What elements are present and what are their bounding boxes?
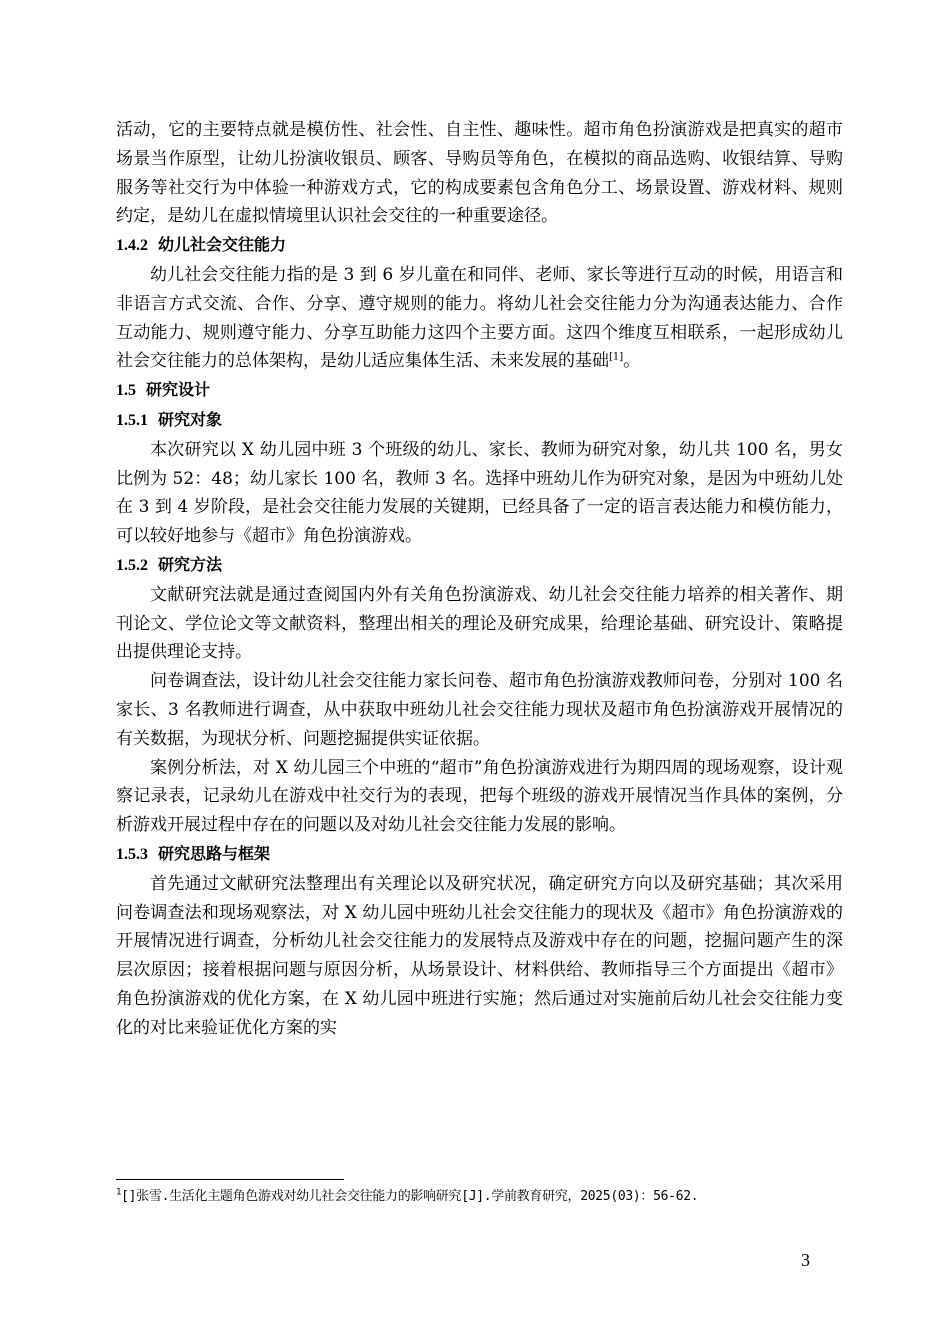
page-number: 3 — [801, 1250, 810, 1270]
paragraph-end: 。 — [623, 351, 641, 372]
heading-title: 研究方法 — [158, 554, 223, 574]
paragraph-text: 幼儿社会交往能力指的是 3 到 6 岁儿童在和同伴、老师、家长等进行互动的时候，用语言和非语言方式交流、合作、分享、遵守规则的能力。将幼儿社会交往能力分为沟通表达能力、合作互动能力、规则遵守能力、分享互助能力这四个主要方面。这四个维度互相联系，一起形成幼儿社会交往能力的总体架构，是幼儿适应集体生活、未来发展的基础 — [116, 264, 843, 372]
paragraph-literature-method: 文献研究法就是通过查阅国内外有关角色扮演游戏、幼儿社会交往能力培养的相关著作、期刊论文、学位论文等文献资料，整理出相关的理论及研究成果，给理论基础、研究设计、策略提出提供理论支持。 — [116, 584, 843, 663]
heading-title: 研究设计 — [146, 380, 211, 400]
footnote-text: []张雪.生活化主题角色游戏对幼儿社会交往能力的影响研究[J].学前教育研究，2025(03)：56-62. — [121, 1189, 699, 1204]
footnote-divider — [116, 1179, 344, 1180]
heading-1-4-2 — [116, 231, 843, 261]
heading-number: 1.5 — [116, 382, 136, 400]
heading-number: 1.4.2 — [116, 237, 148, 255]
heading-1-5-2 — [116, 551, 843, 581]
heading-title: 幼儿社会交往能力 — [158, 235, 287, 255]
paragraph-role-play-definition: 活动，它的主要特点就是模仿性、社会性、自主性、趣味性。超市角色扮演游戏是把真实的超市场景当作原型，让幼儿扮演收银员、顾客、导购员等角色，在模拟的商品选购、收银结算、导购服务等社交行为中体验一种游戏方式，它的构成要素包含角色分工、场景设置、游戏材料、规则约定，是幼儿在虚拟情境里认识社会交往的一种重要途径。 — [116, 120, 843, 227]
heading-1-5-3 — [116, 840, 843, 870]
paragraph-research-subjects: 本次研究以 X 幼儿园中班 3 个班级的幼儿、家长、教师为研究对象，幼儿共 100 名，男女比例为 52：48；幼儿家长 100 名，教师 3 名。选择中班幼儿作为研究对象，是因为中班幼儿处在 3 到 4 岁阶段，是社会交往能力发展的关键期，已经具备了一定的语言表达能力和模仿能力，可以较好地参与《超市》角色扮演游戏。 — [116, 439, 843, 547]
heading-title: 研究对象 — [158, 409, 223, 429]
heading-number: 1.5.3 — [116, 845, 148, 863]
heading-number: 1.5.2 — [116, 556, 148, 574]
citation-ref[interactable]: [1] — [609, 351, 624, 363]
paragraph-research-framework: 首先通过文献研究法整理出有关理论以及研究状况，确定研究方向以及研究基础；其次采用问卷调查法和现场观察法，对 X 幼儿园中班幼儿社会交往能力的现状及《超市》角色扮演游戏的开展情况进行调查，分析幼儿社会交往能力的发展特点及游戏中存在的问题，挖掘问题产生的深层次原因；接着根据问题与原因分析，从场景设计、材料供给、教师指导三个方面提出《超市》角色扮演游戏的优化方案，在 X 幼儿园中班进行实施；然后通过对实施前后幼儿社会交往能力变化的对比来验证优化方案的实 — [116, 873, 843, 1038]
body-text — [116, 116, 843, 1043]
heading-number: 1.5.1 — [116, 411, 148, 429]
heading-1-5-1 — [116, 406, 843, 436]
footnote — [116, 1186, 843, 1208]
paragraph-case-method: 案例分析法，对 X 幼儿园三个中班的“超市”角色扮演游戏进行为期四周的现场观察，设计观察记录表，记录幼儿在游戏中社交行为的表现，把每个班级的游戏开展情况当作具体的案例，分析游戏开展过程中存在的问题以及对幼儿社会交往能力发展的影响。 — [116, 757, 843, 836]
footnote-marker: 1 — [116, 1187, 122, 1198]
paragraph-questionnaire-method: 问卷调查法，设计幼儿社会交往能力家长问卷、超市角色扮演游戏教师问卷，分别对 100 名家长、3 名教师进行调查，从中获取中班幼儿社会交往能力现状及超市角色扮演游戏开展情况的有关数据，为现状分析、问题挖掘提供实证依据。 — [116, 671, 843, 749]
heading-title: 研究思路与框架 — [158, 843, 271, 863]
heading-1-5 — [116, 376, 843, 406]
paragraph-social-ability — [116, 261, 843, 376]
